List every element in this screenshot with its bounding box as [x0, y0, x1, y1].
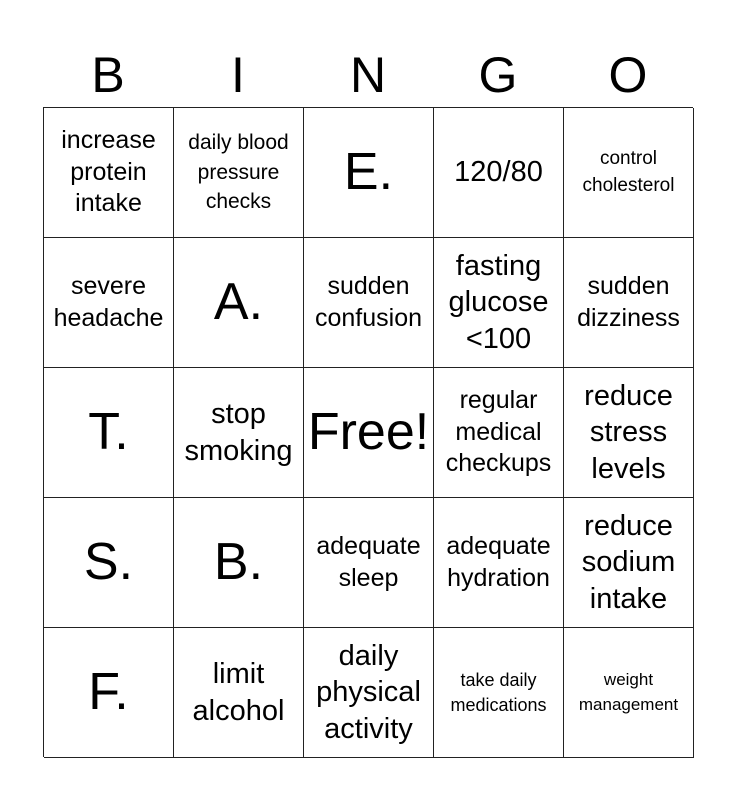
- bingo-cell-text: E.: [343, 142, 394, 201]
- bingo-cell[interactable]: [434, 498, 564, 628]
- bingo-cell-text: adequate sleep: [316, 531, 421, 592]
- header-letter-n: N: [349, 47, 387, 103]
- bingo-cell[interactable]: [44, 368, 174, 498]
- bingo-cell-text: weight management: [578, 669, 679, 714]
- bingo-cell[interactable]: [174, 628, 304, 758]
- bingo-cell[interactable]: [434, 368, 564, 498]
- bingo-cell-text: B.: [213, 532, 264, 591]
- bingo-cell-text: sudden confusion: [314, 271, 423, 332]
- bingo-cell-text: severe headache: [53, 271, 164, 332]
- bingo-cell-text: adequate hydration: [446, 531, 551, 592]
- bingo-cell[interactable]: [564, 498, 694, 628]
- bingo-cell[interactable]: [564, 238, 694, 368]
- bingo-cell[interactable]: [44, 108, 174, 238]
- free-space-text: Free!: [307, 402, 430, 461]
- bingo-cell-text: reduce sodium intake: [581, 510, 676, 615]
- bingo-cell-text: F.: [88, 662, 129, 721]
- bingo-cell-text: T.: [88, 402, 129, 461]
- header-letter-b: B: [91, 47, 125, 103]
- bingo-cell-text: S.: [83, 532, 134, 591]
- bingo-cell-text: sudden dizziness: [577, 271, 680, 332]
- header-letter-i: I: [231, 47, 245, 103]
- bingo-cell[interactable]: [434, 108, 564, 238]
- bingo-cell[interactable]: [304, 628, 434, 758]
- header-letter-o: O: [608, 47, 648, 103]
- bingo-cell[interactable]: [304, 498, 434, 628]
- bingo-cell-text: fasting glucose <100: [448, 250, 549, 355]
- free-space-cell[interactable]: [304, 368, 434, 498]
- bingo-cell[interactable]: [174, 368, 304, 498]
- bingo-cell[interactable]: [174, 108, 304, 238]
- bingo-cell[interactable]: [434, 628, 564, 758]
- bingo-header: [43, 46, 693, 104]
- header-letter-g: G: [478, 47, 518, 103]
- bingo-cell[interactable]: [304, 238, 434, 368]
- bingo-cell[interactable]: [434, 238, 564, 368]
- bingo-cell[interactable]: [44, 498, 174, 628]
- bingo-cell[interactable]: [174, 238, 304, 368]
- bingo-cell[interactable]: [564, 108, 694, 238]
- bingo-board: [43, 107, 693, 757]
- bingo-cell-text: reduce stress levels: [584, 380, 673, 485]
- bingo-cell-text: increase protein intake: [61, 125, 156, 218]
- bingo-cell-text: regular medical checkups: [445, 385, 552, 478]
- bingo-cell-text: 120/80: [454, 156, 543, 189]
- bingo-cell[interactable]: [564, 368, 694, 498]
- bingo-cell[interactable]: [304, 108, 434, 238]
- bingo-cell[interactable]: [174, 498, 304, 628]
- bingo-cell-text: A.: [213, 272, 264, 331]
- bingo-cell[interactable]: [44, 628, 174, 758]
- bingo-cell[interactable]: [44, 238, 174, 368]
- bingo-cell-text: take daily medications: [450, 669, 547, 715]
- bingo-cell-text: daily blood pressure checks: [188, 130, 289, 214]
- bingo-cell[interactable]: [564, 628, 694, 758]
- bingo-cell-text: limit alcohol: [192, 658, 285, 727]
- bingo-cell-text: stop smoking: [184, 398, 293, 467]
- bingo-cell-text: control cholesterol: [582, 147, 675, 196]
- bingo-cell-text: daily physical activity: [316, 640, 421, 745]
